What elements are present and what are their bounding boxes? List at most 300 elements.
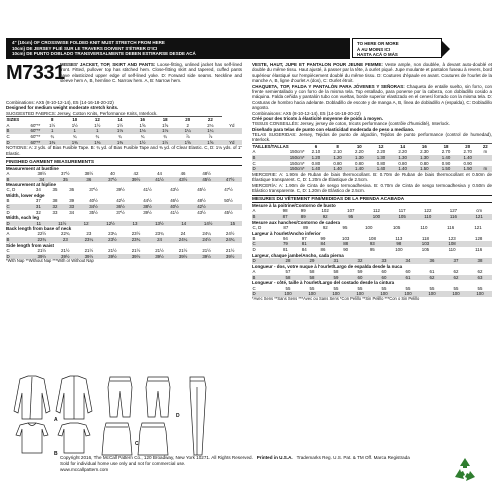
table-cell: 1⅝	[199, 140, 222, 146]
table-cell: 40½	[89, 198, 98, 204]
table-cell: 38½	[134, 204, 161, 210]
table-cell: 58	[309, 268, 315, 274]
row-label: A	[6, 122, 10, 128]
table-cell: 21½	[108, 248, 117, 254]
table-cell: 21½	[155, 248, 164, 254]
recycle-icon	[450, 455, 480, 485]
metric-back-length-table	[252, 269, 492, 280]
table-cell: 0.90	[463, 160, 472, 166]
table-cell: ¾	[140, 134, 145, 140]
table-cell: 108	[439, 241, 466, 247]
table-cell: 105	[389, 214, 415, 220]
table-cell: 92	[312, 214, 338, 220]
table-cell: ¾	[95, 134, 100, 140]
row-unit: 150cm*	[289, 149, 305, 155]
table-cell: 0.80	[355, 160, 364, 166]
table-cell: 37½	[89, 187, 98, 193]
table-cell: ¾	[118, 134, 122, 140]
table-cell: 12½	[95, 221, 125, 227]
table-cell: 39½	[54, 254, 78, 260]
row-end-value: 21½	[225, 248, 235, 254]
table-cell: 31	[324, 258, 348, 264]
table-cell: 55	[453, 285, 459, 291]
table-cell: 0.80	[420, 160, 429, 166]
french-description-title: VESTE, HAUT, JUPE ET PANTALON POUR JEUNE FEMME:	[252, 62, 383, 67]
table-cell: 100	[364, 214, 390, 220]
garment-drawings-svg	[6, 373, 242, 461]
french-designed-for: Créé pour des tricots à élasticité moyenne de poids à moyen.	[252, 115, 384, 121]
table-cell: 37½	[101, 177, 125, 183]
table-cell: 100	[444, 291, 468, 297]
table-cell: 58	[300, 275, 324, 281]
row-label: C, D	[252, 224, 262, 230]
row-label: B	[6, 237, 30, 243]
jacket-back-drawing	[56, 376, 92, 419]
row-end-value: 24½	[225, 231, 235, 237]
table-cell: ¾	[72, 134, 77, 140]
table-cell: 55	[381, 285, 387, 291]
table-cell: 42½	[188, 204, 215, 210]
row-label: B	[6, 177, 30, 183]
row-end-value: 15	[223, 221, 242, 227]
row-label: C	[6, 134, 10, 140]
size-header-cell: 10	[63, 117, 86, 123]
row-label: C	[6, 204, 30, 210]
table-cell: 24	[148, 237, 172, 243]
size-header-label: TAILLES/TALLAS	[252, 143, 289, 149]
table-cell: 22¾	[61, 231, 70, 237]
table-cell: 23	[54, 237, 78, 243]
pants-front-drawing	[108, 377, 132, 417]
drawing-label-d: D	[176, 413, 180, 419]
table-cell: 1.30	[348, 155, 370, 161]
table-cell: ¾	[50, 134, 54, 140]
table-cell: 1½	[131, 140, 154, 146]
metric-lower-edge-table	[252, 236, 492, 253]
table-cell: 33	[52, 209, 58, 215]
table-cell: 117	[398, 208, 406, 214]
skirt-back-drawing	[138, 423, 168, 455]
table-cell: 61	[429, 268, 435, 274]
row-label: B	[252, 214, 276, 220]
table-cell: 60	[381, 268, 387, 274]
size-header-label: SIZES	[6, 117, 30, 123]
metric-hip-head: Mesure aux hanches/Contorno de cadera	[252, 219, 341, 225]
table-cell: 48½	[197, 198, 206, 204]
table-cell: 100	[348, 291, 372, 297]
table-cell: 45½	[197, 187, 206, 193]
table-cell: 38½	[37, 170, 47, 176]
table-cell: 1.40	[370, 166, 392, 172]
table-cell: 1½	[154, 140, 177, 146]
table-cell: 99	[300, 208, 306, 214]
table-cell: 1	[41, 128, 64, 134]
table-cell: 46	[180, 170, 186, 176]
table-cell: 1.20	[327, 155, 349, 161]
size-header-cell: 18	[435, 143, 457, 149]
english-hipline-head: Measurement at hipline	[6, 182, 57, 188]
table-cell: 0.80	[376, 160, 386, 166]
garment-line-drawings	[6, 373, 242, 461]
table-cell: 41½	[170, 209, 179, 215]
row-label: D	[252, 247, 256, 253]
table-cell: 105	[392, 224, 401, 230]
english-description	[60, 62, 242, 84]
table-cell: 59	[324, 275, 348, 281]
row-label: B	[6, 128, 30, 134]
row-end-value: 50½	[224, 198, 233, 204]
metric-lower-edge-head: Largeur à l'ourlet/Ancho inferior	[252, 230, 321, 236]
metric-nap-note: *Avec Sens **Sans Sens ***Avec ou Sans Sens *Con Pelillo **Sin Pelillo ***Con o Sin Pelillo	[252, 295, 420, 301]
table-cell: 95	[342, 224, 348, 230]
table-cell: 39½	[101, 254, 125, 260]
table-cell: 90	[343, 247, 349, 253]
row-label: D	[252, 258, 276, 264]
table-cell: 88	[332, 241, 359, 247]
table-cell: 23	[86, 231, 92, 237]
pattern-number: M7331	[6, 62, 65, 84]
table-cell: 103	[412, 241, 439, 247]
table-cell: 55	[309, 285, 315, 291]
size-header-cell: 12	[86, 117, 109, 123]
row-end-value: cm	[476, 208, 483, 214]
table-cell: 95	[338, 214, 364, 220]
table-cell: 22¾	[30, 237, 54, 243]
stretch-line-english: 4" (10cm) OF CROSSWISE FOLDED KNIT MUST STRETCH FROM HERE	[12, 40, 165, 45]
stretch-gauge-bar	[6, 38, 350, 59]
pants-back-drawing	[146, 377, 170, 417]
table-cell: 1.40	[435, 155, 457, 161]
row-end-value: 24¾	[218, 237, 242, 243]
table-cell: 97	[301, 235, 307, 241]
home-use-line: Sold for individual home use only and not for commercial use.	[60, 460, 186, 466]
table-cell: 39½	[195, 254, 219, 260]
row-end-value: 47½	[218, 177, 242, 183]
table-cell: 103	[342, 235, 350, 241]
table-cell: 23¼	[77, 237, 101, 243]
table-cell: 2	[186, 122, 189, 128]
table-cell: 24½	[195, 237, 219, 243]
bilingual-specs	[252, 62, 492, 302]
drawing-label-a: A	[54, 417, 58, 423]
table-cell: 41½	[148, 177, 172, 183]
table-cell: 46½	[170, 198, 179, 204]
table-cell: 39½	[77, 254, 101, 260]
skirt-front-drawing	[102, 423, 132, 455]
table-cell: 37	[35, 198, 41, 204]
row-end-value: 128	[475, 235, 483, 241]
english-back-length-head: Back length from base of neck	[6, 226, 72, 232]
size-header-cell: 8	[327, 143, 349, 149]
row-label: C	[252, 241, 276, 247]
table-cell: 87	[276, 214, 294, 220]
stretch-target-french: À AU MOINS ICI	[357, 46, 391, 52]
table-cell: 1⅛	[109, 128, 132, 134]
row-end-value: m	[479, 166, 492, 172]
table-cell: 102	[321, 208, 329, 214]
row-end-value: 100	[468, 291, 492, 297]
table-cell: 2.20	[355, 149, 364, 155]
table-cell: 14	[174, 221, 193, 227]
row-end-value: 47½	[224, 187, 233, 193]
table-cell: 11	[30, 221, 48, 227]
row-label: C	[252, 160, 256, 166]
table-cell: 100	[276, 291, 300, 297]
table-cell: 60	[348, 275, 372, 281]
english-back-length-table	[6, 231, 242, 242]
table-cell: 1⅛	[131, 128, 154, 134]
table-cell: 79	[276, 241, 295, 247]
table-cell: 1.50	[414, 166, 436, 172]
table-cell: 24¼	[171, 237, 195, 243]
row-label: C	[252, 285, 256, 291]
table-cell: 39	[69, 198, 75, 204]
table-cell: 99	[320, 235, 326, 241]
table-cell: 32	[35, 209, 41, 215]
table-cell: 2.70	[463, 149, 472, 155]
spanish-description-body: Chaqueta de entalle suelto, sin forro, con frente semientallado y con forro de la misma tela. Top entallado, para ponerse por la cabeza, con dobladillo cosido a máquina. Falda ceñida y pantalón tubo con vueltas, borde superior elastizado en el cenesí forrado con la misma tela. D: Costuras de hombro hacia adelante. Dobladillo de escote y de manga A, B, línea de dobladillo A (espalda), C: Dobladillo angosto.	[252, 83, 492, 111]
table-cell: 13½	[144, 221, 174, 227]
table-cell: 44½	[143, 198, 152, 204]
table-cell: 2.10	[333, 149, 342, 155]
table-cell: 58	[333, 268, 339, 274]
table-cell: 1.50	[457, 166, 479, 172]
table-cell: 100	[300, 291, 324, 297]
table-cell: 39½	[116, 187, 125, 193]
table-cell: 1⅝	[162, 122, 169, 128]
english-description-title: MISSES' JACKET, TOP, SKIRT AND PANTS:	[60, 62, 156, 67]
row-end-value: 45½	[224, 209, 233, 215]
stretch-target-box	[352, 38, 442, 58]
table-cell: 110	[415, 214, 441, 220]
metric-finished-measurements-head: MESURES DU VÊTEMENT FINI/MEDIDAS DE LA PRENDA ACABADA	[252, 195, 492, 204]
table-cell: 0.80	[311, 160, 321, 166]
table-cell: 43½	[171, 177, 195, 183]
table-cell: 81	[295, 241, 314, 247]
table-cell: 1⅝	[139, 122, 146, 128]
spanish-designed-for: Diseñado para telas de punto con elasticidad moderada de peso a mediano.	[252, 126, 415, 132]
table-cell: 100	[372, 291, 396, 297]
english-yardage-body	[6, 117, 242, 146]
row-end-value: 62	[477, 268, 483, 274]
table-cell: 1.20	[305, 155, 327, 161]
table-cell: 100	[420, 291, 444, 297]
table-cell: 41½	[143, 187, 152, 193]
english-leg-head: Width, each leg	[6, 215, 39, 221]
row-label: D	[6, 209, 10, 215]
table-cell: 59	[357, 268, 363, 274]
table-cell: 1.40	[348, 166, 370, 172]
table-cell: 93	[359, 241, 386, 247]
english-combinations: Combinations: AX5 (8-10-12-14), E5 (14-16-18-20-22)	[6, 100, 114, 105]
table-cell: 100	[396, 291, 420, 297]
table-cell: 2.20	[376, 149, 386, 155]
stretch-target-spanish: HASTA ACÁ O MÁS	[357, 52, 398, 58]
table-cell: 62	[420, 275, 444, 281]
table-cell: 113	[395, 235, 403, 241]
table-cell: 62	[444, 275, 468, 281]
table-cell: 62	[453, 268, 459, 274]
table-cell: ⅞	[185, 134, 190, 140]
english-description-body: Loose-fitting, unlined jacket has self-lined front. Fitted, pullover top has stitched hem. Close-fitting skirt and tapered, cuffed pants have elasticized upper edge of self-lined yoke. D: Forward side seams. Neckline and sleeve hem A, B, hemline C. Narrow hem. A, B: Narrow hem.	[60, 62, 242, 84]
row-label: A	[252, 149, 256, 155]
table-cell: 23¼	[108, 231, 117, 237]
row-label: D	[252, 166, 289, 172]
table-cell: 14½	[193, 221, 223, 227]
table-cell: 1½	[71, 122, 78, 128]
size-header-cell: 18	[154, 117, 177, 123]
table-cell: 13	[126, 221, 145, 227]
top-back-drawing	[58, 423, 90, 453]
table-cell: 33	[372, 258, 396, 264]
table-cell: 2.10	[311, 149, 321, 155]
row-label: A	[252, 268, 256, 274]
table-cell: 0.90	[441, 160, 451, 166]
row-end-value: 39½	[218, 254, 242, 260]
table-cell: 1⅜	[109, 140, 132, 146]
table-cell: 48½	[202, 170, 211, 176]
printed-in-usa: Printed in U.S.A.	[256, 455, 293, 460]
table-cell: 2.30	[420, 149, 429, 155]
row-end-value: 55	[477, 285, 483, 291]
spanish-notions: MERCERÍA: A: 1.90m de Cinta de sesgo termoadhesiva. B: 0.70m de Cinta de sesgo termoadhesiva y 0.50m de Elástico transparente. C, D: 1.20m de Elástico de 2.5cm.	[252, 182, 492, 194]
table-cell: 1.30	[370, 155, 392, 161]
table-cell: 36	[420, 258, 444, 264]
spanish-description-title: CHAQUETA, TOP, FALDA Y PANTALÓN PARA JÓVENES Y SEÑORAS:	[252, 83, 405, 89]
table-cell: 43½	[170, 187, 179, 193]
jacket-front-drawing	[14, 376, 50, 419]
table-cell: 60	[405, 268, 411, 274]
table-cell: 1⅛	[154, 128, 177, 134]
table-cell: 23½	[131, 231, 141, 237]
table-cell: 39½	[30, 254, 54, 260]
table-cell: 55	[285, 285, 291, 291]
row-end-value: 38	[468, 258, 492, 264]
table-cell: 1	[86, 128, 109, 134]
table-cell: 44	[157, 170, 162, 176]
table-cell: 36	[77, 177, 101, 183]
row-end-value: 63	[468, 275, 492, 281]
table-cell: 2.70	[441, 149, 451, 155]
stretch-target-english: TO HERE OR MORE	[357, 41, 399, 46]
table-cell: 87	[283, 224, 289, 230]
table-cell: 22½	[37, 231, 47, 237]
table-cell: 21½	[61, 248, 70, 254]
table-cell: 1½	[49, 122, 56, 128]
table-cell: 39½	[143, 209, 152, 215]
table-cell: 95	[369, 247, 375, 253]
website-link[interactable]: www.mccallpattern.com	[60, 466, 109, 472]
table-cell: 61	[396, 275, 420, 281]
row-end-value: 121	[474, 224, 482, 230]
pants-side-drawing	[190, 377, 206, 455]
metric-bust-head: Mesure à la poitrine/Contorno de busto	[252, 203, 336, 209]
table-cell: 107	[347, 208, 355, 214]
table-cell: 23¾	[155, 231, 164, 237]
table-cell: 42	[133, 170, 139, 176]
table-cell: 118	[421, 235, 429, 241]
table-cell: 60	[372, 275, 396, 281]
table-cell: 55	[333, 285, 339, 291]
table-cell: 100	[395, 247, 403, 253]
table-cell: 11½	[48, 221, 77, 227]
row-label: D	[6, 140, 30, 146]
size-header-cell: 12	[370, 143, 392, 149]
table-cell: 81	[282, 247, 288, 253]
table-cell: 94	[282, 235, 288, 241]
table-cell: 1.30	[414, 155, 436, 161]
table-cell: 2.20	[398, 149, 407, 155]
table-cell: 122	[424, 208, 432, 214]
table-cell: 21½	[37, 248, 47, 254]
table-cell: 37½	[116, 209, 125, 215]
table-cell: 42½	[116, 198, 125, 204]
table-cell: 55	[357, 285, 363, 291]
table-cell: 1.40	[327, 166, 349, 172]
size-header-cell: 14	[109, 117, 132, 123]
table-cell: 21½	[84, 248, 94, 254]
table-cell: 37½	[61, 170, 70, 176]
table-cell: 108	[368, 235, 376, 241]
table-cell: 36	[69, 187, 75, 193]
table-cell: 36½	[107, 204, 134, 210]
french-notions: MERCERIE: A: 1.90m de Ruban de biais thermocollant. B: 0.70m de Ruban de biais thermocollant et 0.50m de Élastique transparent. C, D: 1.20m de Élastique de 2.5cm.	[252, 171, 492, 183]
size-header-cell: 16	[131, 117, 154, 123]
table-cell: 1¼	[176, 128, 199, 134]
table-cell: 24	[180, 231, 186, 237]
table-cell: 39½	[148, 254, 172, 260]
table-cell: 57	[285, 268, 291, 274]
bilingual-combinations: Combinaisons: AX5 (8-10-12-14), E5 (14-16-18-20-22)	[252, 110, 361, 116]
row-label: A	[6, 231, 10, 237]
row-unit: 150cm*	[289, 160, 305, 166]
size-header-cell: 8	[41, 117, 64, 123]
table-cell: 55	[405, 285, 411, 291]
table-cell: 38	[52, 198, 58, 204]
table-cell: 1.40	[392, 166, 414, 172]
row-label: C	[6, 248, 10, 254]
table-cell: 1½	[116, 122, 123, 128]
english-nap-note: *With Nap **Without Nap ***With or Without Nap	[6, 258, 94, 264]
table-cell: 34	[35, 187, 41, 193]
table-cell: 34	[69, 209, 75, 215]
english-side-length-head: Side length from waist	[6, 242, 55, 248]
table-cell: 100	[324, 291, 348, 297]
spanish-fabrics: TELAS SUGERIDAS: Jersey, Tejidos de punto de algodón, Tejidos de punto performance (control de humedad), Interlock.	[252, 132, 492, 143]
english-finished-measurements-head: FINISHED GARMENT MEASUREMENTS	[6, 157, 242, 166]
english-specs	[6, 100, 242, 264]
metric-side-length-head: Longueur - côté, taille à l'ourlet/Largo del costado desde la cintura	[252, 280, 395, 286]
table-cell: 43½	[197, 209, 206, 215]
table-cell: 21½	[178, 248, 188, 254]
size-header-cell: 22	[479, 143, 492, 149]
drawing-label-c: C	[135, 441, 139, 447]
row-label: A	[6, 170, 10, 176]
english-notions: NOTIONS: A: 2 yds. of Bias Fusible Tape. B: ¾ yd. of Bias Fusible Tape and ⅜ yd. of Clear Elastic. C, D: 1⅛ yds. of 1" Elastic.	[6, 145, 242, 156]
table-cell: 1⅜	[41, 140, 64, 146]
row-label: B	[6, 198, 10, 204]
table-cell: 39½	[124, 177, 148, 183]
table-cell: 58	[276, 275, 300, 281]
row-label: B	[252, 235, 256, 241]
row-unit: 150cm*	[289, 155, 305, 161]
row-unit: 60"**	[30, 122, 41, 128]
table-cell: 2⅛	[207, 122, 214, 128]
table-cell: 1.40	[305, 166, 327, 172]
table-cell: 89	[303, 224, 308, 230]
table-cell: 23¾	[124, 237, 148, 243]
table-cell: 35½	[89, 209, 98, 215]
